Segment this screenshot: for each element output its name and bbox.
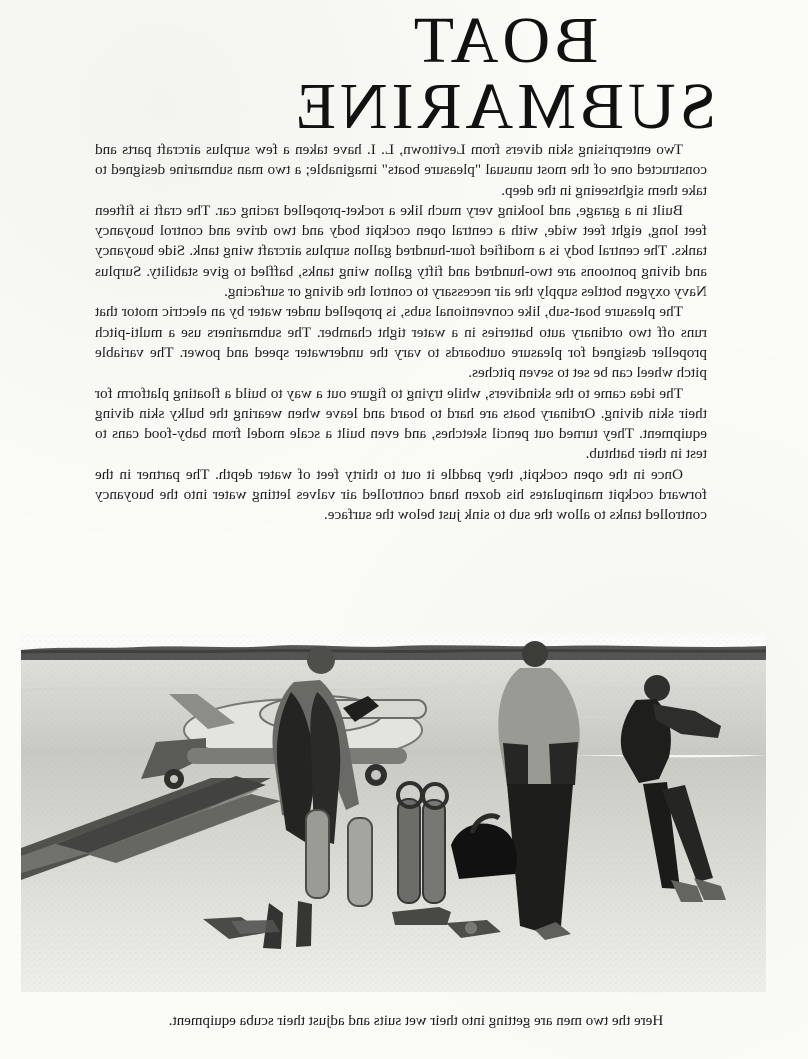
page-title: BOAT SUBMARINE bbox=[291, 4, 717, 143]
photo-caption: Here the two men are getting into their wet suits and adjust their scuba equipment. bbox=[168, 1013, 664, 1029]
beach-photo bbox=[21, 634, 766, 992]
beach-photo-illustration bbox=[21, 634, 766, 992]
article-paragraph-4: The idea came to the skindivers, while trying to figure out a way to build a floating platform for their skin diving. Ordinary boats are hard to board and leave when wearing the bulky skin diving equipment. They turned out pencil sketches, and even built a scale model from baby-food cans to test in their bathtub. bbox=[95, 384, 707, 463]
article-paragraph-1: Two enterprising skin divers from Levittown, L. I. have taken a few surplus aircraft parts and constructed one of the most unusual "pleasure boats" imaginable; a two man submarine designed to take them sightseeing in the deep. bbox=[95, 141, 707, 199]
article-paragraph-3: The pleasure boat-sub, like conventional subs, is propelled under water by an electric motor that runs off two ordinary auto batteries in a water tight chamber. The submariners use a multi-pitch propeller designed for pleasure outboards to vary the underwater speed and power. The variable pitch wheel can be set to seven pitches. bbox=[95, 303, 707, 382]
article-paragraph-2: Built in a garage, and looking very much like a rocket-propelled racing car. The craft is fifteen feet long, eight feet wide, with a central open cockpit body and two drive and control buoyancy tanks. The central body is a modified four-hundred gallon surplus aircraft wing tank. Side buoyancy and diving pontoons are two-hundred and fifty gallon wing tanks, baffled to give stability. Surplus Navy oxygen bottles supply the air necessary to control the diving or surfacing. bbox=[95, 201, 707, 301]
article-body bbox=[95, 140, 707, 526]
article-paragraph-5: Once in the open cockpit, they paddle it out to thirty feet of water depth. The partner in the forward cockpit manipulates his dozen hand controlled air valves letting water into the buoyancy controlled tanks to allow the sub to sink just below the surface. bbox=[95, 465, 707, 524]
